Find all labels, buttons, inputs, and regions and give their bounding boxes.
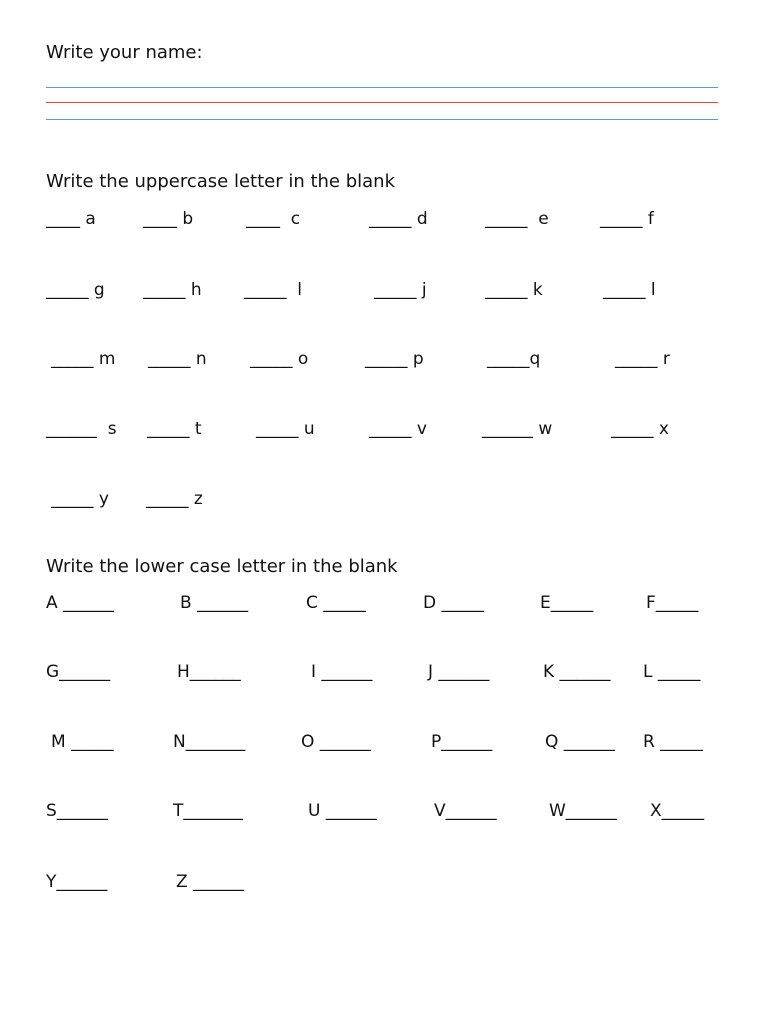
uppercase-item[interactable]: _____ l: [244, 280, 303, 300]
uppercase-item[interactable]: ____ a: [46, 209, 96, 229]
lowercase-item[interactable]: I ______: [311, 662, 373, 682]
uppercase-item[interactable]: _____ r: [615, 349, 670, 369]
lowercase-item[interactable]: G______: [46, 662, 111, 682]
lowercase-item[interactable]: S______: [46, 801, 108, 821]
uppercase-item[interactable]: ____ b: [143, 209, 194, 229]
lowercase-item[interactable]: W______: [549, 801, 617, 821]
lowercase-item[interactable]: B ______: [180, 593, 249, 613]
lowercase-item[interactable]: U ______: [308, 801, 377, 821]
lowercase-item[interactable]: L _____: [643, 662, 701, 682]
uppercase-section-heading: Write the uppercase letter in the blank: [46, 171, 396, 192]
uppercase-item[interactable]: _____ h: [143, 280, 202, 300]
uppercase-item[interactable]: _____ x: [611, 419, 669, 439]
uppercase-item[interactable]: _____ u: [256, 419, 315, 439]
guide-line-bottom: [46, 119, 718, 120]
lowercase-item[interactable]: D _____: [423, 593, 484, 613]
uppercase-item[interactable]: _____ t: [147, 419, 202, 439]
lowercase-item[interactable]: F_____: [646, 593, 699, 613]
lowercase-item[interactable]: O ______: [301, 732, 371, 752]
lowercase-item[interactable]: C _____: [306, 593, 366, 613]
uppercase-item[interactable]: _____ d: [369, 209, 428, 229]
uppercase-item[interactable]: _____ j: [374, 280, 427, 300]
lowercase-item[interactable]: M _____: [51, 732, 114, 752]
uppercase-item[interactable]: _____ n: [148, 349, 207, 369]
uppercase-item[interactable]: _____ p: [365, 349, 424, 369]
lowercase-item[interactable]: H______: [177, 662, 241, 682]
guide-line-middle: [46, 102, 718, 103]
lowercase-item[interactable]: T_______: [173, 801, 243, 821]
lowercase-item[interactable]: Y______: [46, 872, 108, 892]
uppercase-item[interactable]: _____ l: [603, 280, 656, 300]
lowercase-item[interactable]: J ______: [428, 662, 490, 682]
uppercase-item[interactable]: ____ c: [246, 209, 301, 229]
lowercase-item[interactable]: R _____: [643, 732, 703, 752]
uppercase-item[interactable]: _____ m: [51, 349, 116, 369]
uppercase-item[interactable]: ______ w: [482, 419, 553, 439]
name-writing-lines[interactable]: [46, 86, 718, 126]
uppercase-item[interactable]: _____ e: [485, 209, 549, 229]
uppercase-item[interactable]: _____q: [487, 349, 541, 369]
lowercase-item[interactable]: X_____: [650, 801, 705, 821]
uppercase-item[interactable]: _____ f: [600, 209, 654, 229]
uppercase-item[interactable]: ______ s: [46, 419, 117, 439]
uppercase-item[interactable]: _____ z: [146, 489, 203, 509]
lowercase-item[interactable]: Z ______: [176, 872, 245, 892]
uppercase-item[interactable]: _____ y: [51, 489, 109, 509]
uppercase-item[interactable]: _____ v: [369, 419, 427, 439]
lowercase-item[interactable]: Q ______: [545, 732, 615, 752]
lowercase-item[interactable]: P______: [431, 732, 493, 752]
lowercase-item[interactable]: A ______: [46, 593, 115, 613]
uppercase-item[interactable]: _____ o: [250, 349, 309, 369]
lowercase-item[interactable]: V______: [434, 801, 497, 821]
uppercase-item[interactable]: _____ g: [46, 280, 105, 300]
lowercase-section-heading: Write the lower case letter in the blank: [46, 556, 398, 577]
uppercase-item[interactable]: _____ k: [485, 280, 543, 300]
guide-line-top: [46, 87, 718, 88]
lowercase-item[interactable]: E_____: [540, 593, 594, 613]
lowercase-item[interactable]: K ______: [543, 662, 611, 682]
name-prompt: Write your name:: [46, 42, 203, 63]
lowercase-item[interactable]: N_______: [173, 732, 246, 752]
